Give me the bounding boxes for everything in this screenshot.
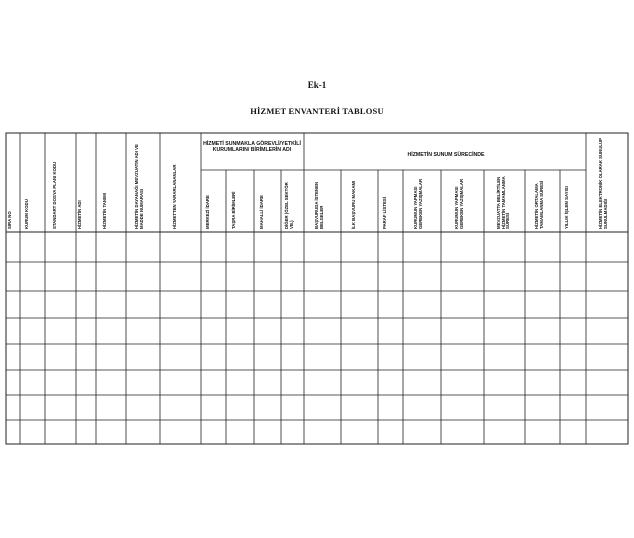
column-header: HİZMETİN DAYANAĞI MEVZUATIN ADI VE MADDE NUMARASI — [134, 144, 144, 229]
column-header: İLK BAŞVURU MAKAMI — [350, 180, 356, 229]
column-header: KURUM KODU — [23, 199, 29, 229]
page-title: HİZMET ENVANTERİ TABLOSU — [250, 106, 384, 116]
column-header: HİZMETİN ADI — [77, 200, 82, 229]
column-header: STANDART DOSYA PLANI KODU — [51, 161, 57, 229]
column-header: PARAF LİSTESİ — [381, 197, 387, 229]
column-header: HİZMETİN ORTALAMA TAMAMLANMA SÜRESİ — [533, 180, 544, 229]
column-header: MERKEZİ İDARE — [204, 195, 210, 229]
column-header: MAHALLİ İDARE — [258, 195, 264, 229]
column-header: KURUMUN YAPMASI GEREKEN YAZIŞMALAR — [413, 178, 423, 229]
column-header: DİĞER (ÖZEL SEKTÖR VB.) — [283, 182, 294, 229]
column-header: KURUMUN YAPMASI GEREKEN YAZIŞMALAR — [453, 178, 464, 229]
column-header: TAŞRA BİRİMLERİ — [231, 191, 236, 229]
column-header: SIRA NO — [7, 211, 12, 229]
annex-label: Ek-1 — [307, 80, 327, 90]
column-header: HİZMETTEN YARARLANANLAR — [171, 164, 177, 229]
column-header: BAŞVURUDA İSTENEN BELGELER — [313, 181, 324, 229]
column-header: HİZMETİN ELEKTRONİK OLARAK SUNULUP SUNULMADIĞI — [598, 138, 608, 229]
group-header-authorized: HİZMETİ SUNMAKLA GÖREVLİ/YETKİLİ KURUMLARIN/ BİRİMLERİN ADI — [203, 141, 301, 153]
column-header: HİZMETİN TANIMI — [102, 193, 107, 229]
column-header: YILLIK İŞLEM SAYISI — [564, 186, 569, 229]
column-header: MEVZUATTA BELİRTİLEN HİZMETİN TAMAMLANMA SÜRESİ — [495, 176, 510, 229]
group-header-process: HİZMETİN SUNUM SÜRECİNDE — [407, 152, 485, 158]
